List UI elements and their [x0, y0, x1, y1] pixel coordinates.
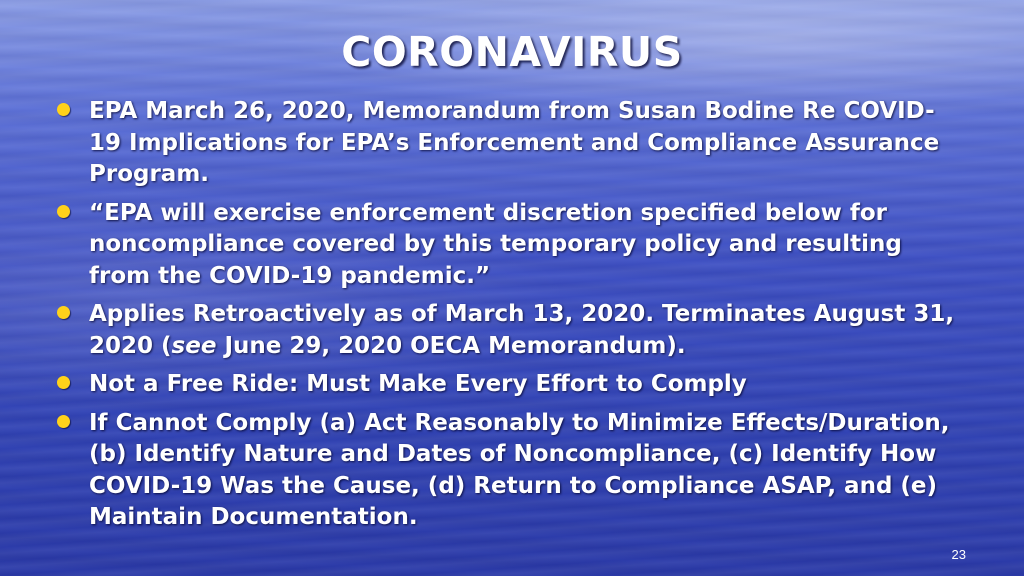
bullet-text-post: June 29, 2020 OECA Memorandum).: [216, 332, 686, 359]
bullet-item: [52, 369, 962, 401]
bullet-text-pre: Applies Retroactively as of March 13, 2020. Terminates August 31, 2020 (: [89, 301, 955, 359]
bullet-text: If Cannot Comply (a) Act Reasonably to Minimize Effects/Duration, (b) Identify Nature and Dates of Noncompliance, (c) Identify How COVID-19 Was the Cause, (d) Return to Compliance ASAP, and (e) Maintain Documentation.: [89, 409, 950, 530]
bullet-item: [52, 198, 962, 293]
bullet-dot-icon: [57, 306, 70, 319]
page-number: 23: [951, 547, 966, 562]
bullet-text: “EPA will exercise enforcement discretion specified below for noncompliance covered by this temporary policy and resulting from the COVID-19 pandemic.”: [89, 199, 902, 289]
bullet-list: [52, 96, 962, 541]
bullet-text: EPA March 26, 2020, Memorandum from Susan Bodine Re COVID-19 Implications for EPA’s Enforcement and Compliance Assurance Program.: [89, 98, 940, 187]
bullet-item: [52, 299, 962, 362]
bullet-dot-icon: [57, 415, 70, 428]
bullet-text-emphasis: see: [171, 332, 217, 359]
slide-title: CORONAVIRUS: [341, 28, 683, 76]
bullet-item: [52, 408, 962, 534]
bullet-dot-icon: [57, 103, 70, 116]
bullet-dot-icon: [57, 376, 70, 389]
bullet-dot-icon: [57, 205, 70, 218]
bullet-item: [52, 96, 962, 191]
bullet-text: Not a Free Ride: Must Make Every Effort to Comply: [89, 371, 747, 397]
